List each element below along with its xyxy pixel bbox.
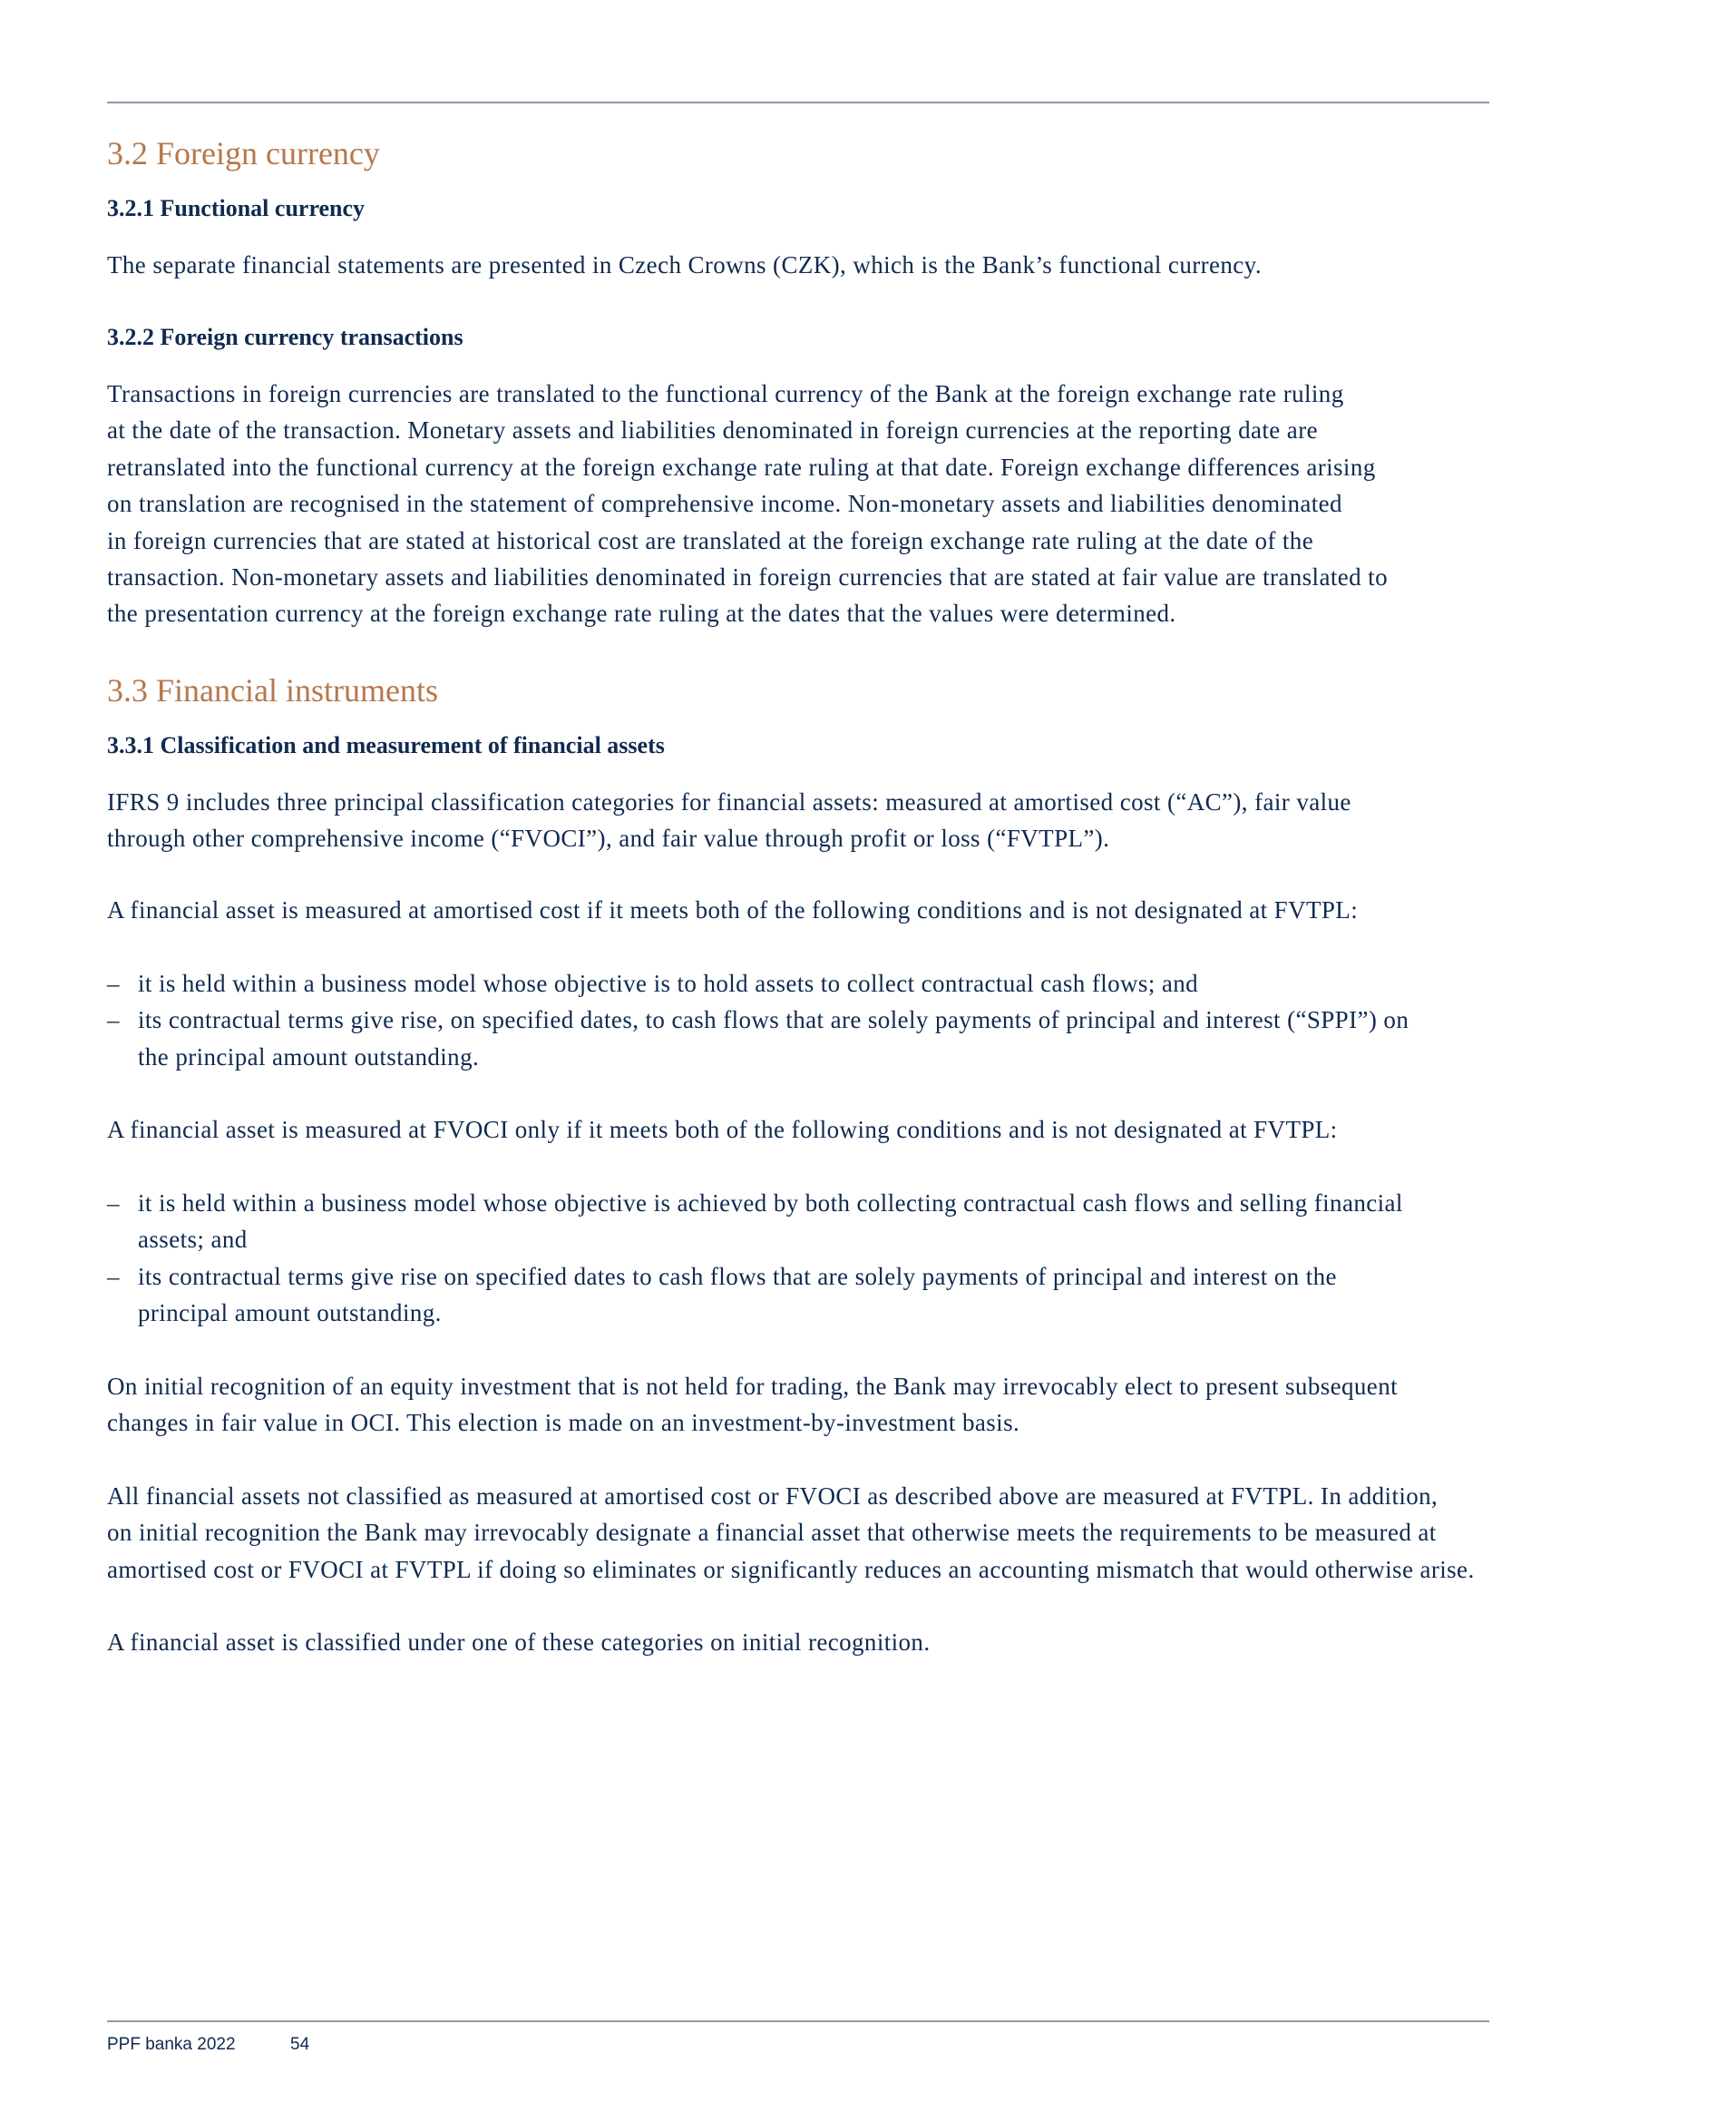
text-line: the presentation currency at the foreign exchange rate ruling at the dates that the values were determined.: [107, 600, 1176, 628]
section-heading-financial-instruments: 3.3 Financial instruments: [107, 672, 438, 709]
subheading-foreign-currency-transactions: 3.2.2 Foreign currency transactions: [107, 324, 463, 350]
text-line: On initial recognition of an equity investment that is not held for trading, the Bank may irrevocably elect to present subsequent: [107, 1373, 1398, 1400]
subheading-classification: 3.3.1 Classification and measurement of financial assets: [107, 732, 665, 758]
footer-report-name: PPF banka 2022: [107, 2035, 236, 2054]
section-heading-foreign-currency: 3.2 Foreign currency: [107, 135, 380, 171]
paragraph-foreign-currency-transactions: [107, 376, 1388, 632]
text-line: through other comprehensive income (“FVOCI”), and fair value through profit or loss (“FVTPL”).: [107, 825, 1110, 853]
paragraph-functional-currency: [107, 247, 1262, 283]
text-line: IFRS 9 includes three principal classification categories for financial assets: measured at amortised cost (“AC”), fair value: [107, 788, 1351, 816]
text-line: principal amount outstanding.: [138, 1299, 442, 1327]
list-amortised-cost-conditions: [107, 965, 1409, 1075]
text-line: assets; and: [138, 1226, 248, 1254]
paragraph-fvtpl: [107, 1478, 1475, 1588]
text-line: its contractual terms give rise, on specified dates, to cash flows that are solely payments of principal and interest (“SPPI”) on: [138, 1006, 1409, 1034]
text-line: A financial asset is measured at FVOCI only if it meets both of the following conditions and is not designated at FVTPL:: [107, 1116, 1338, 1143]
text-line: All financial assets not classified as measured at amortised cost or FVOCI as described above are measured at FVTPL. In addition,: [107, 1482, 1439, 1510]
text-line: The separate financial statements are presented in Czech Crowns (CZK), which is the Bank’s functional currency.: [107, 251, 1262, 279]
text-line: amortised cost or FVOCI at FVTPL if doing so eliminates or significantly reduces an accounting mismatch that would otherwise arise.: [107, 1555, 1475, 1583]
dash-bullet: –: [107, 970, 120, 997]
paragraph-equity-investment: [107, 1368, 1398, 1442]
footer-divider: [107, 2020, 1489, 2022]
text-line: in foreign currencies that are stated at historical cost are translated at the foreign exchange rate ruling at the date of the: [107, 526, 1314, 554]
dash-bullet: –: [107, 1189, 120, 1217]
top-divider: [107, 102, 1489, 103]
text-line: at the date of the transaction. Monetary assets and liabilities denominated in foreign currencies at the reporting date are: [107, 416, 1318, 445]
paragraph-ifrs9-categories: [107, 784, 1351, 857]
subheading-functional-currency: 3.2.1 Functional currency: [107, 195, 366, 221]
paragraph-classification-note: [107, 1624, 930, 1660]
text-line: transaction. Non-monetary assets and liabilities denominated in foreign currencies that are stated at fair value are translated to: [107, 562, 1388, 591]
text-line: Transactions in foreign currencies are translated to the functional currency of the Bank at the foreign exchange rate ruling: [107, 380, 1344, 407]
list-item: [107, 1002, 1409, 1038]
text-line: on initial recognition the Bank may irrevocably designate a financial asset that otherwise meets the requirements to be measured at: [107, 1519, 1437, 1547]
text-line: A financial asset is measured at amortised cost if it meets both of the following conditions and is not designated at FVTPL:: [107, 896, 1359, 924]
list-item-continuation: [107, 1221, 1403, 1257]
dash-bullet: –: [107, 1262, 120, 1290]
dash-bullet: –: [107, 1006, 120, 1034]
text-line: it is held within a business model whose objective is achieved by both collecting contractual cash flows and selling financial: [138, 1189, 1403, 1217]
list-item: [107, 1185, 1403, 1221]
paragraph-amortised-cost: [107, 892, 1358, 928]
text-line: on translation are recognised in the statement of comprehensive income. Non-monetary assets and liabilities denominated: [107, 490, 1342, 518]
text-line: changes in fair value in OCI. This election is made on an investment-by-investment basis.: [107, 1409, 1020, 1437]
footer-page-number: 54: [290, 2035, 310, 2054]
list-item-continuation: [107, 1039, 1409, 1075]
text-line: its contractual terms give rise on specified dates to cash flows that are solely payments of principal and interest on the: [138, 1262, 1337, 1290]
list-item-continuation: [107, 1295, 1403, 1331]
text-line: retranslated into the functional currency at the foreign exchange rate ruling at that date. Foreign exchange differences arising: [107, 453, 1376, 481]
text-line: A financial asset is classified under one of these categories on initial recognition.: [107, 1628, 931, 1656]
text-line: it is held within a business model whose objective is to hold assets to collect contractual cash flows; and: [138, 970, 1199, 997]
list-item: [107, 1258, 1403, 1295]
list-item: [107, 965, 1409, 1002]
list-fvoci-conditions: [107, 1185, 1403, 1332]
paragraph-fvoci: [107, 1111, 1338, 1148]
text-line: the principal amount outstanding.: [138, 1042, 480, 1071]
